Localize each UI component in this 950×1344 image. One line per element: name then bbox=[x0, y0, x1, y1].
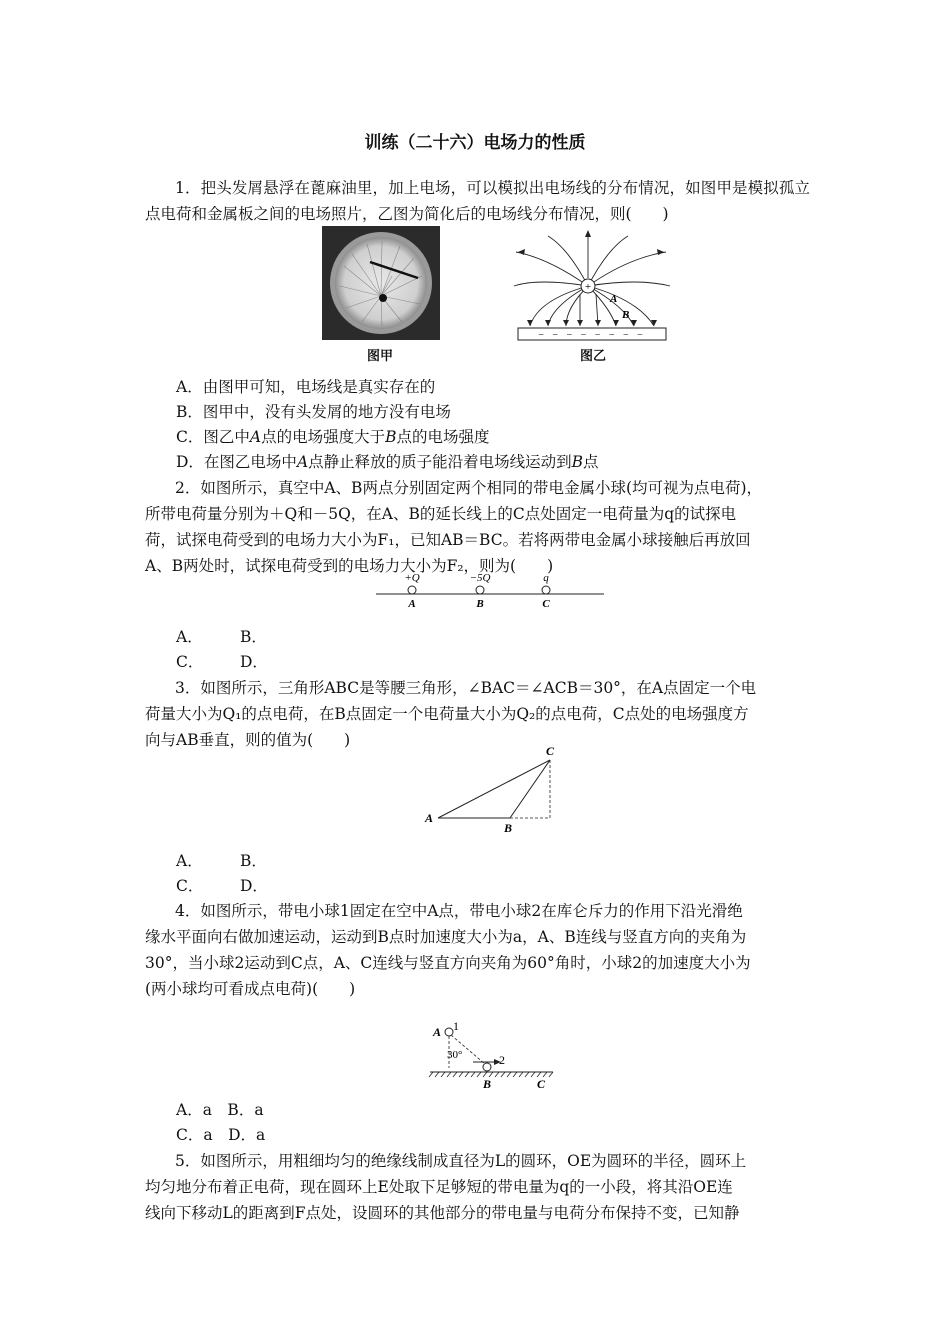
q3-option-b: B． bbox=[240, 852, 267, 870]
svg-text:B: B bbox=[504, 821, 513, 835]
q1-option-b: B．图甲中，没有头发屑的地方没有电场 bbox=[176, 403, 451, 421]
page-title: 训练（二十六）电场力的性质 bbox=[364, 133, 586, 153]
q1-option-d: D．在图乙电场中A点静止释放的质子能沿着电场线运动到B点 bbox=[176, 453, 599, 471]
q3-option-a: A． bbox=[176, 852, 203, 870]
fig-a-photo bbox=[322, 226, 440, 340]
svg-text:A: A bbox=[425, 811, 434, 825]
svg-text:B: B bbox=[483, 1077, 492, 1091]
q4-stem: 4．如图所示，带电小球1固定在空中A点，带电小球2在库仑斥力的作用下沿光滑绝 缘水平面向右做加速运动，运动到B点时加速度大小为a，A、B连线与竖直方向的夹角为 30°，当小球2运动到C点，A、C连线与竖直方向夹角为60°角时，小球2的加速度大小为 (两小球均可看成点电荷)( ) bbox=[145, 902, 751, 998]
svg-text:2: 2 bbox=[499, 1053, 505, 1067]
svg-text:B: B bbox=[476, 598, 484, 610]
q3-option-d: D． bbox=[240, 877, 268, 895]
q2-option-c: C． bbox=[176, 653, 204, 671]
svg-text:C: C bbox=[542, 598, 550, 610]
svg-text:C: C bbox=[546, 744, 555, 758]
svg-text:q: q bbox=[543, 572, 549, 584]
q2-option-a: A． bbox=[176, 628, 203, 646]
fig-b-label-a: A bbox=[610, 293, 618, 305]
q1-option-c: C．图乙中A点的电场强度大于B点的电场强度 bbox=[176, 428, 490, 446]
svg-text:A: A bbox=[408, 598, 416, 610]
q2-stem: 2．如图所示，真空中A、B两点分别固定两个相同的带电金属小球(均可视为点电荷)， 所带电荷量分别为＋Q和－5Q，在A、B的延长线上的C点处固定一电荷量为q的试探电 荷，试探电荷受到的电场力大小为F₁，已知AB＝BC。若将两带电金属小球接触后再放回 A、B两处时，试探电荷受到的电场力大小为F₂，则为( ) bbox=[145, 479, 763, 575]
fig-b-label-b: B bbox=[622, 309, 630, 321]
fig-b-caption: 图乙 bbox=[579, 349, 606, 364]
q4-figure bbox=[425, 1020, 560, 1092]
q3-option-c: C． bbox=[176, 877, 204, 895]
svg-text:−5Q: −5Q bbox=[469, 572, 491, 584]
svg-text:30°: 30° bbox=[447, 1049, 463, 1061]
q4-options-ab: A．a B．a bbox=[176, 1101, 264, 1119]
q1-option-a: A．由图甲可知，电场线是真实存在的 bbox=[176, 378, 436, 396]
q1-stem: 1．把头发屑悬浮在蓖麻油里，加上电场，可以模拟出电场线的分布情况，如图甲是模拟孤立点电荷和金属板之间的电场照片，乙图为简化后的电场线分布情况，则( ) bbox=[145, 179, 810, 223]
svg-text:1: 1 bbox=[453, 1020, 459, 1033]
hair-field-photo bbox=[322, 226, 440, 340]
svg-text:A: A bbox=[433, 1025, 442, 1039]
svg-text:− − − − − − − −: − − − − − − − − bbox=[538, 330, 646, 341]
q5-stem: 5．如图所示，用粗细均匀的绝缘线制成直径为L的圆环，OE为圆环的半径，圆环上 均匀地分布着正电荷，现在圆环上E处取下足够短的带电量为q的一小段，将其沿OE连 线向下移动L的距离到F点处，设圆环的其他部分的带电量与电荷分布保持不变，已知静 bbox=[145, 1152, 747, 1222]
svg-text:+: + bbox=[584, 281, 592, 293]
svg-text:C: C bbox=[537, 1077, 546, 1091]
q3-stem: 3．如图所示，三角形ABC是等腰三角形，∠BAC＝∠ACB＝30°，在A点固定一个电 荷量大小为Q₁的点电荷，在B点固定一个电荷量大小为Q₂的点电荷，C点处的电场强度方 向与AB垂直，则的值为( ) bbox=[145, 679, 757, 749]
svg-text:+Q: +Q bbox=[404, 572, 420, 584]
fig-a-caption: 图甲 bbox=[366, 349, 393, 364]
q2-option-b: B． bbox=[240, 628, 267, 646]
q3-triangle bbox=[420, 742, 570, 836]
q2-option-d: D． bbox=[240, 653, 268, 671]
fig-b-field-lines bbox=[508, 228, 678, 344]
q4-options-cd: C．a D．a bbox=[176, 1126, 266, 1144]
q2-figure bbox=[376, 570, 606, 610]
